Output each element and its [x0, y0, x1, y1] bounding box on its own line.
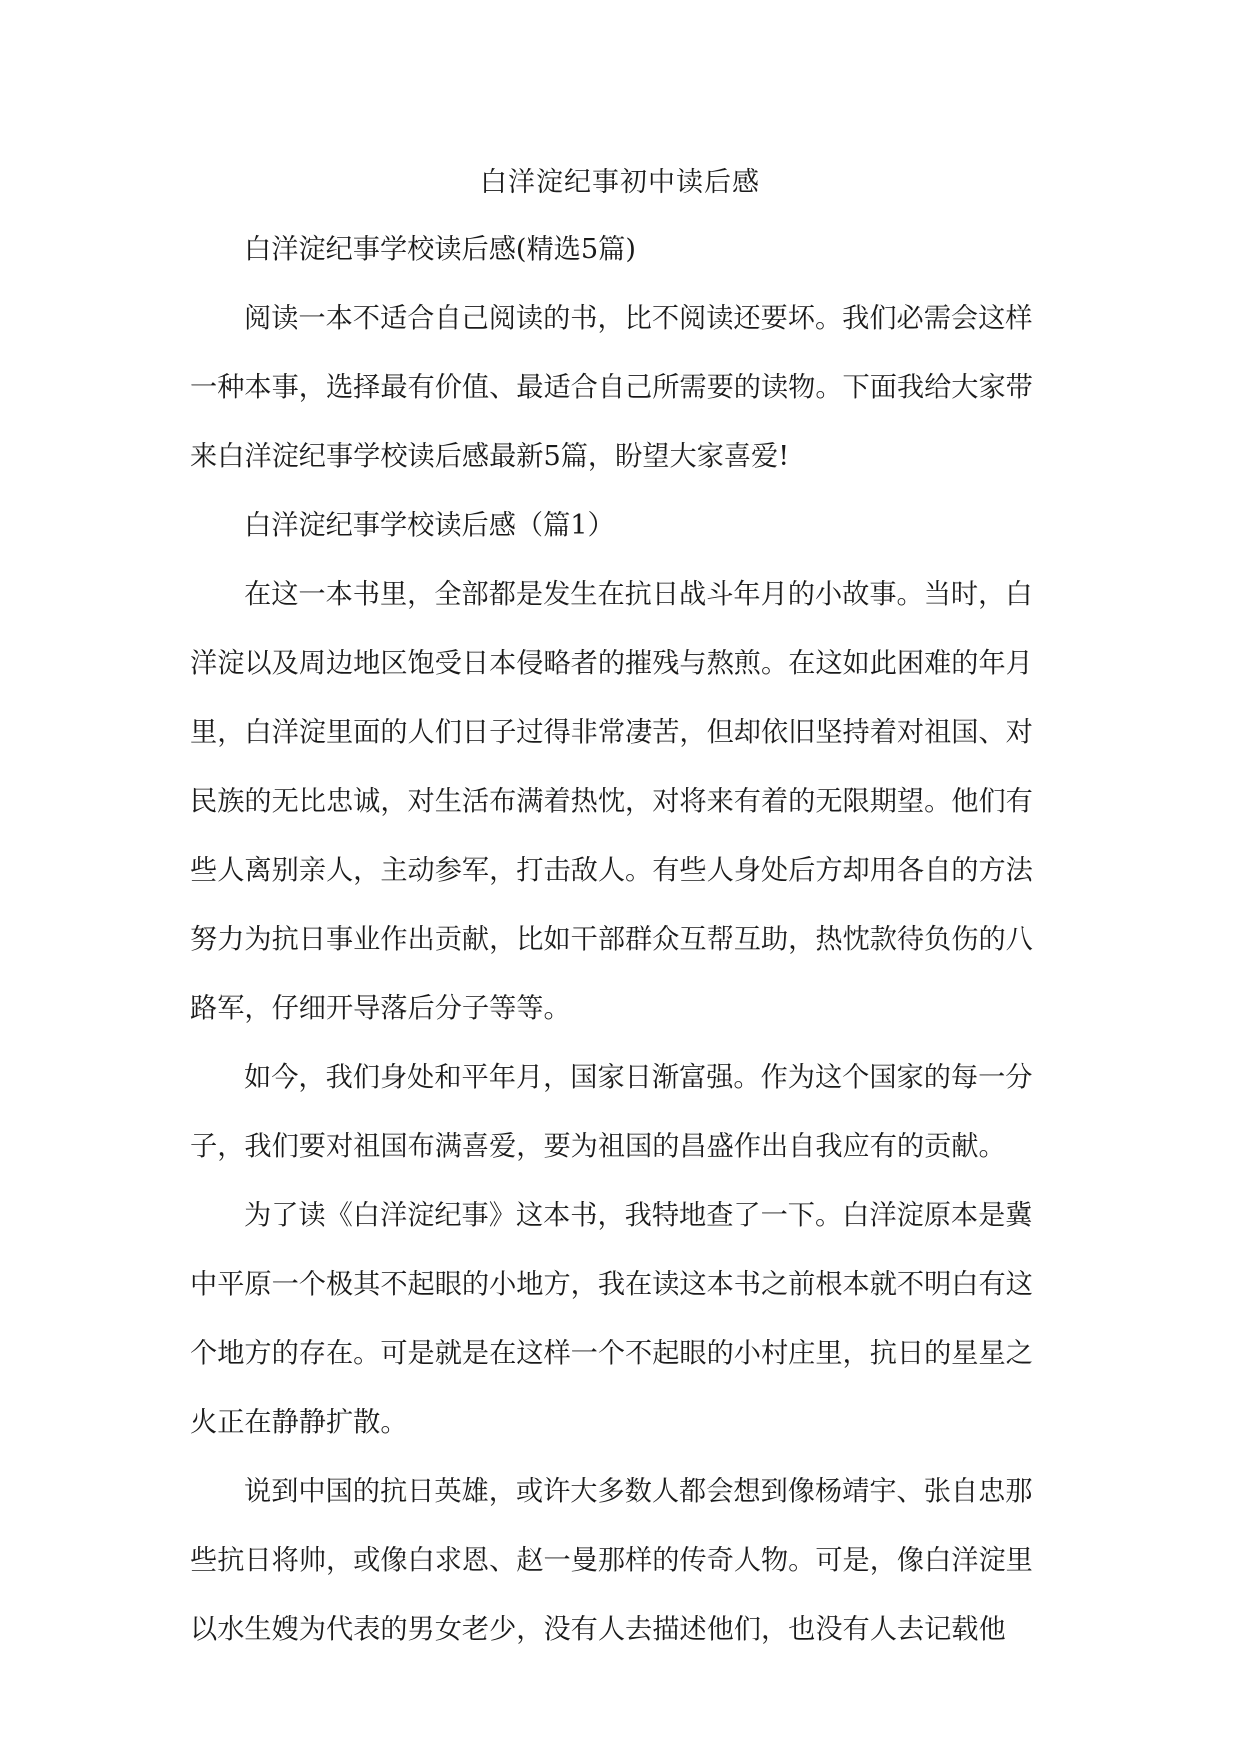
paragraph-line: 民族的无比忠诚，对生活布满着热忱，对将来有着的无限期望。他们有 [190, 786, 1033, 817]
paragraph-line: 些人离别亲人，主动参军，打击敌人。有些人身处后方却用各自的方法 [190, 855, 1033, 886]
paragraph-line: 洋淀以及周边地区饱受日本侵略者的摧残与熬煎。在这如此困难的年月 [190, 648, 1033, 679]
paragraph-line: 以水生嫂为代表的男女老少，没有人去描述他们，也没有人去记载他 [190, 1614, 1006, 1645]
paragraph-line: 路军，仔细开导落后分子等等。 [190, 993, 571, 1024]
paragraph-line: 些抗日将帅，或像白求恩、赵一曼那样的传奇人物。可是，像白洋淀里 [190, 1545, 1033, 1576]
paragraph-line: 努力为抗日事业作出贡献，比如干部群众互帮互助，热忱款待负伤的八 [190, 924, 1033, 955]
paragraph-line: 一种本事，选择最有价值、最适合自己所需要的读物。下面我给大家带 [190, 372, 1033, 403]
paragraph-line: 来白洋淀纪事学校读后感最新5篇，盼望大家喜爱! [190, 441, 790, 472]
paragraph-line: 在这一本书里，全部都是发生在抗日战斗年月的小故事。当时，白 [244, 579, 1033, 610]
paragraph-line: 阅读一本不适合自己阅读的书，比不阅读还要坏。我们必需会这样 [244, 303, 1033, 334]
paragraph-line: 为了读《白洋淀纪事》这本书，我特地查了一下。白洋淀原本是冀 [244, 1200, 1033, 1231]
paragraph-line: 子，我们要对祖国布满喜爱，要为祖国的昌盛作出自我应有的贡献。 [190, 1131, 1006, 1162]
paragraph-line: 个地方的存在。可是就是在这样一个不起眼的小村庄里，抗日的星星之 [190, 1338, 1033, 1369]
paragraph-line: 如今，我们身处和平年月，国家日渐富强。作为这个国家的每一分 [244, 1062, 1033, 1093]
subtitle-line: 白洋淀纪事学校读后感(精选5篇) [244, 234, 636, 265]
paragraph-line: 里，白洋淀里面的人们日子过得非常凄苦，但却依旧坚持着对祖国、对 [190, 717, 1033, 748]
paragraph-line: 火正在静静扩散。 [190, 1407, 408, 1438]
paragraph-line: 中平原一个极其不起眼的小地方，我在读这本书之前根本就不明白有这 [190, 1269, 1033, 1300]
section-heading: 白洋淀纪事学校读后感（篇1） [244, 510, 615, 541]
document-title: 白洋淀纪事初中读后感 [480, 167, 760, 198]
paragraph-line: 说到中国的抗日英雄，或许大多数人都会想到像杨靖宇、张自忠那 [244, 1476, 1033, 1507]
